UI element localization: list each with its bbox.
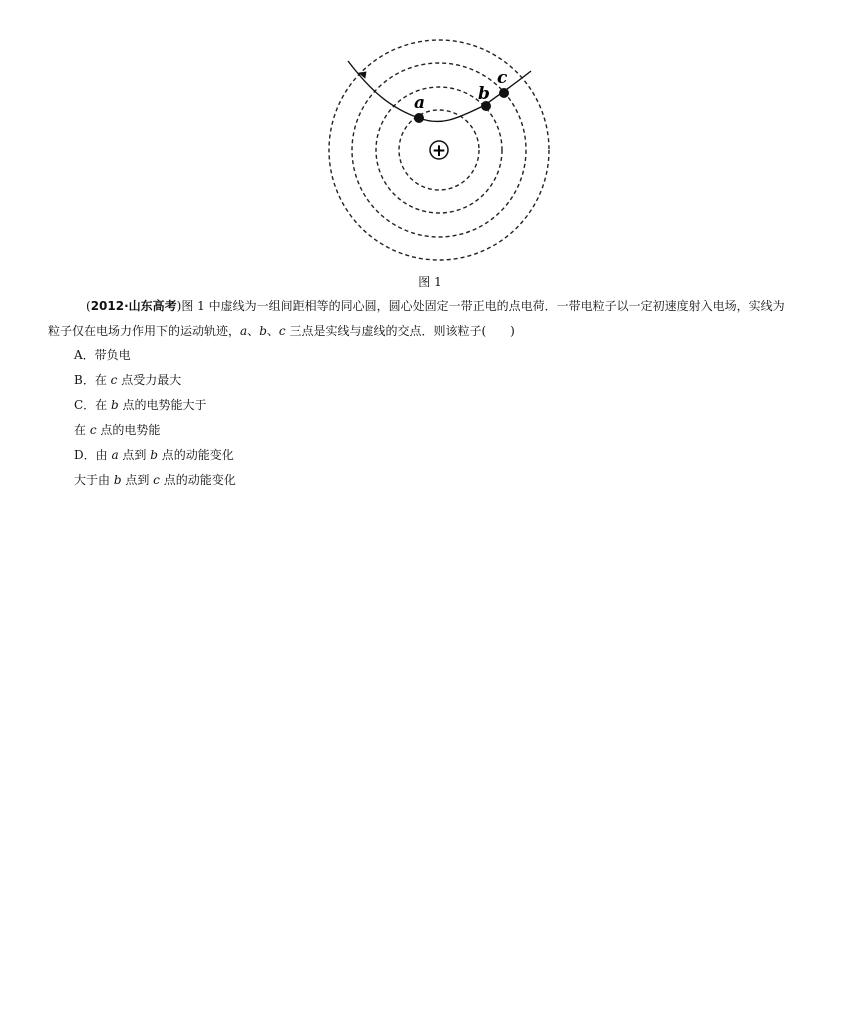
option-d-var1: a — [111, 448, 119, 462]
question-text-2: 粒子仅在电场力作用下的运动轨迹， — [48, 324, 241, 338]
option-d2-var1: b — [113, 473, 122, 487]
option-d-mid: 点到 — [118, 448, 151, 462]
option-d — [74, 447, 234, 463]
option-d-post: 点的动能变化 — [157, 448, 234, 462]
label-b: b — [478, 84, 490, 104]
figure-caption: 图 1 — [418, 275, 442, 289]
var-a: a — [240, 324, 248, 338]
option-c-var: b — [111, 398, 119, 412]
option-d2-post: 点的动能变化 — [159, 473, 236, 487]
label-a: a — [414, 93, 426, 113]
option-b-post: 点受力最大 — [117, 373, 182, 387]
option-a-text: A．带负电 — [74, 348, 131, 362]
charge-sign: + — [431, 141, 447, 161]
point-c — [499, 88, 509, 98]
option-b-var: c — [110, 373, 118, 387]
option-c2-pre: 在 — [74, 423, 90, 437]
option-d-var2: b — [150, 448, 158, 462]
option-c — [74, 397, 207, 413]
option-b — [74, 372, 181, 388]
question-line-1: (2012·山东高考)图 1 中虚线为一组间距相等的同心圆，圆心处固定一带正电的点电荷．一带电粒子以一定初速度射入电场，实线为 — [86, 299, 785, 313]
var-b: b — [259, 324, 267, 338]
point-a — [414, 113, 424, 123]
option-c-pre: C．在 — [74, 398, 111, 412]
question-text-3: 三点是实线与虚线的交点．则该粒子( ) — [289, 324, 515, 338]
option-d2-mid: 点到 — [121, 473, 154, 487]
option-c-post: 点的电势能大于 — [118, 398, 207, 412]
var-c: c — [278, 324, 286, 338]
question-source: 2012·山东高考 — [90, 299, 177, 313]
option-b-pre: B．在 — [74, 373, 111, 387]
option-a — [74, 347, 131, 363]
label-c: c — [497, 68, 508, 88]
question-stem — [48, 294, 818, 344]
figure-concentric-circles — [320, 28, 560, 268]
question-line-2: 粒子仅在电场力作用下的运动轨迹，a、b、c 三点是实线与虚线的交点．则该粒子( ) — [48, 324, 515, 338]
option-d-continued — [74, 472, 236, 488]
option-c-continued — [74, 422, 160, 438]
field-diagram — [320, 28, 560, 268]
question-text-1: 图 1 中虚线为一组间距相等的同心圆，圆心处固定一带正电的点电荷．一带电粒子以一定初速度射入电场，实线为 — [181, 299, 785, 313]
option-c2-post: 点的电势能 — [96, 423, 161, 437]
option-d2-var2: c — [153, 473, 160, 487]
option-d-pre: D．由 — [74, 448, 112, 462]
option-c2-var: c — [89, 423, 97, 437]
option-d2-pre: 大于由 — [74, 473, 114, 487]
